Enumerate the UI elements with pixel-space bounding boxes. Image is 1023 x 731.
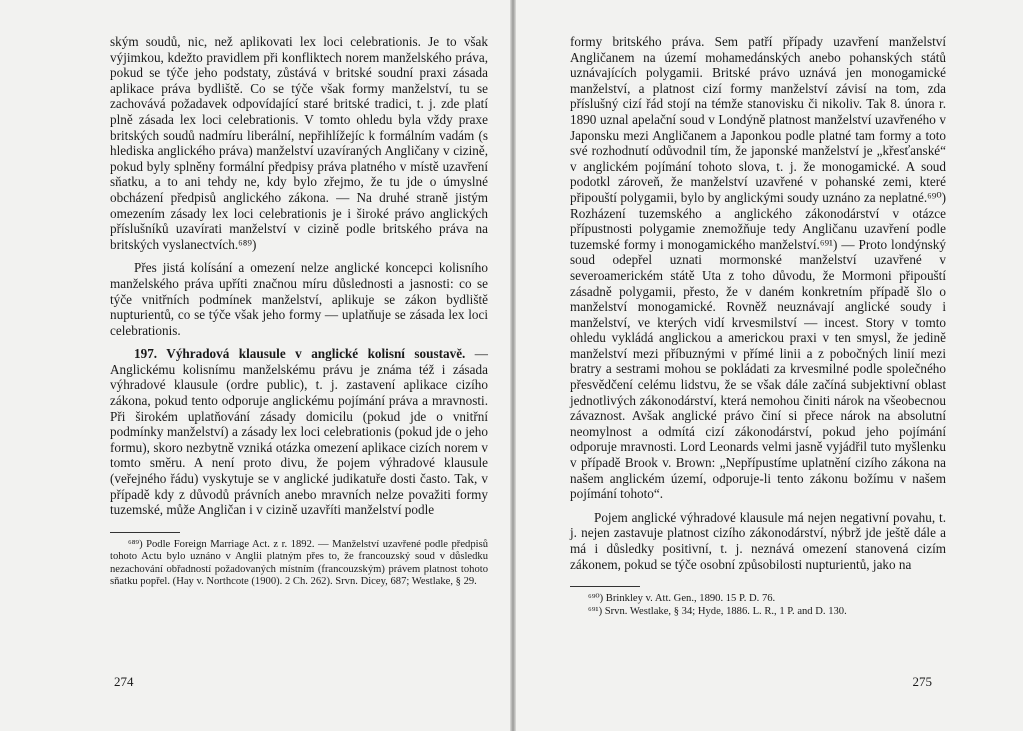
right-page xyxy=(570,34,946,724)
footnote-690: ⁶⁹⁰) Brinkley v. Att. Gen., 1890. 15 P. D. 76. xyxy=(588,593,776,605)
page-number-right: 275 xyxy=(912,674,932,689)
left-page xyxy=(110,34,488,724)
footnote-689: ⁶⁸⁹) Podle Foreign Marriage Act. z r. 1892. — Manželství uzavřené podle předpisů tohoto Actu bylo uznáno v Anglii platným přes to, že francouzský soud v důsledku nezachování obřadností požadovaných místním (francouzským) právem platnost tohoto sňatku popřel. (Hay v. Northcote (1900). 2 Ch. 262). Srvn. Dicey, 687; Westlake, § 29. xyxy=(110,538,488,588)
section-heading: 197. Výhradová klausule v anglické kolisní soustavě. xyxy=(134,346,466,362)
right-paragraph-2: Pojem anglické výhradové klausule má nejen negativní povahu, t. j. nejen zastavuje platnost cizího zákonodárství, nýbrž jde ještě dále a má i důsledky positivní, t. j. neznává omezení stanovená cizím zákonem, pokud se týče osobní způsobilosti nupturientů, jako na xyxy=(570,509,946,572)
paragraph-spacer xyxy=(110,252,488,260)
left-paragraph-1: ským soudů, nic, než aplikovati lex loci celebrationis. Je to však výjimkou, kdežto pravidlem při konfliktech norem manželského práva, pokud se týče jeho podstaty, zůstává v britské soudní praxi zásada aplikace práva bydliště. Co se týče však formy manželství, tu se zachovává požadavek odpovídající staré britské tradici, t. j. zde platí plně zásada lex loci celebrationis. V tomto ohledu byla vždy praxe britských soudů nadmíru liberální, nepřihlížejíc k formálním vadám (s hlediska anglického práva) manželství uzavíraných Angličany v cizině, pokud byly splněny formální předpisy práva platného v místě uzavření sňatku, a to ani tehdy ne, kdy bylo zřejmo, že tu jde o úmyslné obcházení předpisů anglického zákona. — Na druhé straně jistým omezením zásady lex loci celebrationis je i široké právo anglických příslušníků uzavírati manželství v cizině podle britského práva na britských vyslanectvích.⁶⁸⁹) xyxy=(110,34,488,252)
book-gutter xyxy=(510,0,516,731)
paragraph-spacer xyxy=(570,502,946,510)
right-paragraph-1: formy britského práva. Sem patří případy uzavření manželství Angličanem na území mohamedánských anebo pohanských států uznávajících polygamii. Britské právo uznává jen monogamické manželství, a platnost cizí formy manželství závisí na tom, zda příslušný cizí řád stojí na témže stanovisku či nikoliv. Tak 8. února r. 1890 uznal apelační soud v Londýně platnost manželství uzavřeného v Japonsku mezi Angličanem a Japonkou podle platné tam formy a toto své rozhodnutí odůvodnil tím, že japonské manželství je „křesťanské“ v anglickém pojímání tohoto slova, t. j. že monogamické. A soud podotkl zároveň, že manželství uzavřené v pohanské zemi, které připouští polygamii, bylo by anglickými soudy uznáno za neplatné.⁶⁹⁰) Rozházení tuzemského a anglického zákonodárství v otázce přípustnosti polygamie znemožňuje tedy Angličanu uzavření podle tuzemské formy i monogamického manželství.⁶⁹¹) — Proto londýnský soud odepřel uznati mormonské manželství uzavřené v severoamerickém státě Uta z toho důvodu, že Mormoni připouští zásadně polygamii, přesto, že v daném konkretním případě šlo o manželství monogamické. Rovněž neuznávají anglické soudy i manželství, ve kterých vidí krvesmilství — incest. Story v tomto ohledu vykládá anglickou a americkou praxi v ten smysl, že jedině manželství mezi příbuznými v přímé linii a z pobočných linií mezi bratry a sestrami mohou se pokládati za krvesmilné podle společného přesvědčení celému lidstvu, že se však dále začíná subjektivní oblast jednotlivých zákonodárství, která nemohou činiti nárok na všeobecnou závaznost. Avšak anglické právo činí si přece nárok na absolutní neomylnost a odmítá cizí zákonodárství, pokud jeho pojímání odporuje mravnosti. Lord Leonards velmi jasně vyjádřil tuto myšlenku v případě Brook v. Brown: „Nepřípustíme uplatnění cizího zákona na našem anglickém území, odporuje-li tento zákonu božímu v našem pojímání tohoto“. xyxy=(570,34,946,502)
left-paragraph-2: Přes jistá kolísání a omezení nelze anglické koncepci kolisního manželského práva upříti značnou míru důslednosti a jasnosti: co se týče vnitřních podmínek manželství, aplikuje se zákon bydliště nupturientů, co se týče však jeho formy — uplatňuje se zásada lex loci celebrationis. xyxy=(110,260,488,338)
footnote-691: ⁶⁹¹) Srvn. Westlake, § 34; Hyde, 1886. L. R., 1 P. and D. 130. xyxy=(588,605,847,617)
footnote-rule xyxy=(110,532,180,533)
paragraph-spacer xyxy=(110,338,488,346)
section-text: — Anglickému kolisnímu manželskému právu je známa též i zásada výhradové klausule (ordre public), t. j. zastavení aplikace cizího zákona, pokud tento odporuje anglickému pojímání práva a mravnosti. Při širokém uplatňování zásady domicilu (pokud jde o vnitřní podmínky manželství) a zásady lex loci celebrationis (pokud jde o jeho formu), skoro nezbytně vzniká otázka omezení aplikace cizích norem v tomto směru. A není proto divu, že pojem výhradové klausule (veřejného řádu) vyskytuje se v anglické judikatuře dosti často. Tak, v případě kdy z důvodů právních anebo mravních nelze považiti formy tuzemské, může Angličan i v cizině uzavříti manželství podle xyxy=(110,346,488,518)
footnote-rule xyxy=(570,586,640,587)
section-197 xyxy=(110,346,488,518)
page-number-left: 274 xyxy=(114,674,134,689)
